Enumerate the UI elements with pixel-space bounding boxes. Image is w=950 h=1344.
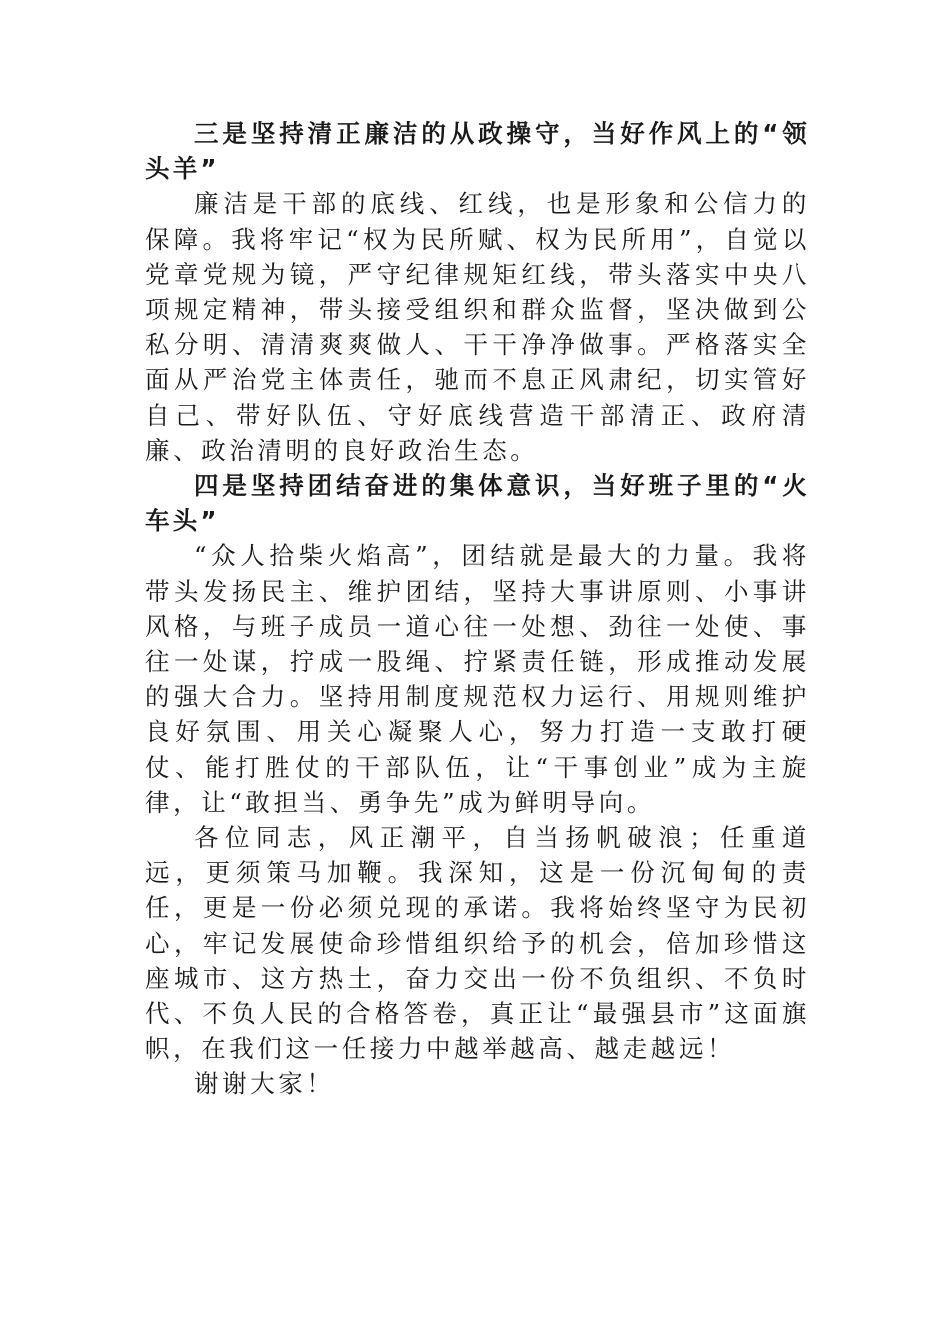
document-page	[145, 116, 810, 1102]
section-heading-four: 四是坚持团结奋进的集体意识，当好班子里的“火车头”	[145, 471, 810, 536]
paragraph-thanks: 谢谢大家！	[194, 1069, 335, 1099]
paragraph-unity: “众人拾柴火焰高”，团结就是最大的力量。我将带头发扬民主、维护团结，坚持大事讲原则、小事讲风格，与班子成员一道心往一处想、劲往一处使、事往一处谋，拧成一股绳、拧紧责任链，形成推动发展的强大合力。坚持用制度规范权力运行、用规则维护良好氛围、用关心凝聚人心，努力打造一支敢打硬仗、能打胜仗的干部队伍，让“干事创业”成为主旋律，让“敢担当、勇争先”成为鲜明导向。	[145, 541, 810, 817]
paragraph-integrity: 廉洁是干部的底线、红线，也是形象和公信力的保障。我将牢记“权为民所赋、权为民所用”，自觉以党章党规为镜，严守纪律规矩红线，带头落实中央八项规定精神，带头接受组织和群众监督，坚决做到公私分明、清清爽爽做人、干干净净做事。严格落实全面从严治党主体责任，驰而不息正风肃纪，切实管好自己、带好队伍、守好底线营造干部清正、政府清廉、政治清明的良好政治生态。	[145, 189, 810, 465]
paragraph-closing: 各位同志，风正潮平，自当扬帆破浪；任重道远，更须策马加鞭。我深知，这是一份沉甸甸的责任，更是一份必须兑现的承诺。我将始终坚守为民初心，牢记发展使命珍惜组织给予的机会，倍加珍惜这座城市、这方热土，奋力交出一份不负组织、不负时代、不负人民的合格答卷，真正让“最强县市”这面旗帜，在我们这一任接力中越举越高、越走越远！	[145, 823, 810, 1064]
section-heading-three: 三是坚持清正廉洁的从政操守，当好作风上的“领头羊”	[145, 119, 810, 184]
